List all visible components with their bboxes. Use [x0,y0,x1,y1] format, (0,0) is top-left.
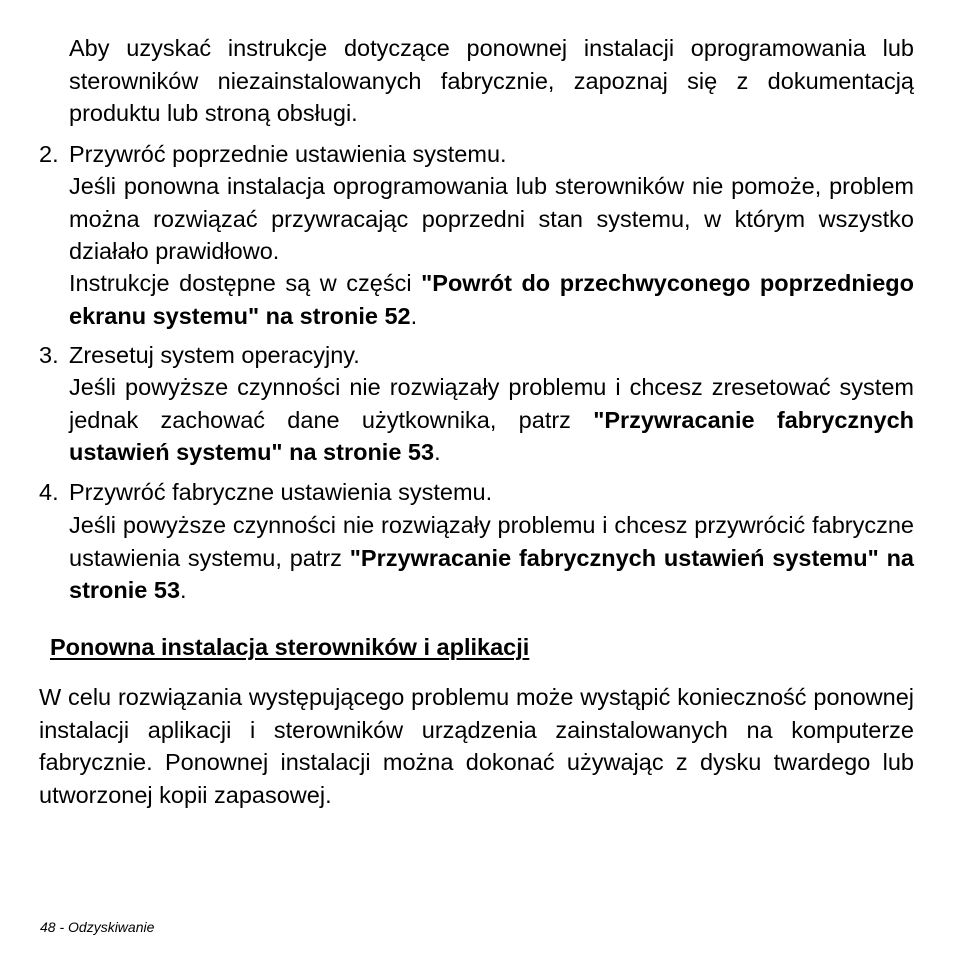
step-number: 4. [39,479,59,505]
step-title: Przywróć poprzednie ustawienia systemu. [69,141,507,167]
step-4-paragraph-1 [69,509,914,607]
step-2-paragraph-1: Jeśli ponowna instalacja oprogramowania lub sterowników nie pomoże, problem można rozwiązać przywracając poprzedni stan systemu, w którym wszystko działało prawidłowo. [69,173,914,264]
step-3-paragraph-1 [69,371,914,469]
section-paragraph: W celu rozwiązania występującego problemu może wystąpić konieczność ponownej instalacji aplikacji i sterowników urządzenia zainstalowanych na komputerze fabrycznie. Ponownej instalacji można dokonać używając z dysku twardego lub utworzonej kopii zapasowej. [39,684,914,808]
reference-intro: Jeśli powyższe czynności nie rozwiązały problemu i chcesz przywrócić fabryczne ustawienia systemu, patrz [69,512,914,571]
step-title: Przywróć fabryczne ustawienia systemu. [69,479,493,505]
cross-reference-link[interactable]: "Przywracanie fabrycznych ustawień systemu" na stronie 53 [69,406,915,465]
reference-end: . [434,439,441,465]
cross-reference-link[interactable]: "Powrót do przechwyconego poprzedniego ekranu systemu" na stronie 52 [69,270,914,329]
step-3-title [39,339,914,372]
step-number: 3. [39,342,59,368]
intro-paragraph: Aby uzyskać instrukcje dotyczące ponownej instalacji oprogramowania lub sterowników niezainstalowanych fabrycznie, zapoznaj się z dokumentacją produktu lub stroną obsługi. [69,35,914,126]
page-footer: 48 - Odzyskiwanie [40,919,155,935]
reference-end: . [410,302,418,329]
section-heading: Ponowna instalacja sterowników i aplikacji [50,634,530,660]
step-2-title [39,138,914,171]
reference-end: . [180,577,187,603]
step-2-paragraph-2 [69,267,914,332]
step-number: 2. [39,141,59,167]
reference-intro: Jeśli powyższe czynności nie rozwiązały problemu i chcesz zresetować system jednak zachować dane użytkownika, patrz [69,374,914,433]
step-4-title [39,476,914,509]
step-title: Zresetuj system operacyjny. [69,342,360,368]
reference-intro: Instrukcje dostępne są w części [69,270,422,296]
cross-reference-link[interactable]: "Przywracanie fabrycznych ustawień systemu" na stronie 53 [69,544,914,603]
